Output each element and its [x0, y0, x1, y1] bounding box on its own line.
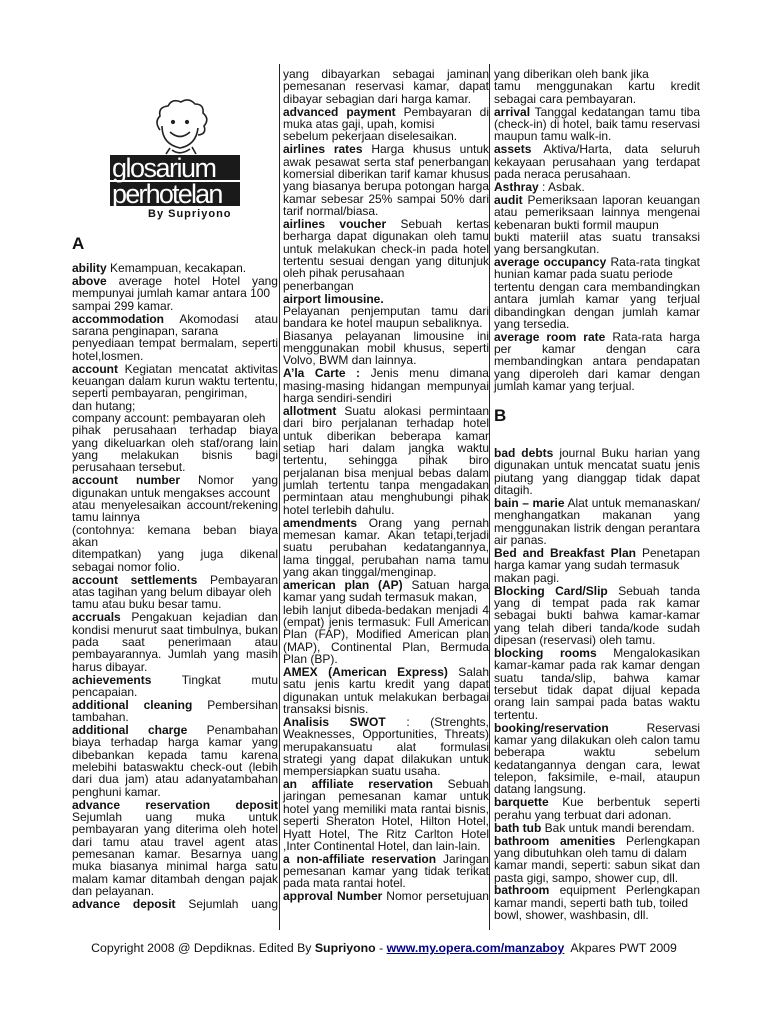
entry-definition: : Asbak.	[542, 179, 585, 194]
entry-first-line-group	[72, 474, 278, 499]
footer-separator: -	[375, 941, 387, 955]
glossary-entry	[283, 293, 489, 367]
entry-first-line-group	[283, 68, 489, 105]
entry-term: assets	[494, 142, 532, 157]
entry-first-line-group	[72, 674, 278, 699]
entry-term: bain – marie	[494, 496, 565, 511]
entry-definition: Rata-rata harga per kamar dengan cara membandingkan antara pendapatan yang diperoleh dari kamar dengan jumlah kamar yang terjual.	[494, 329, 700, 394]
entry-definition: penerbangan	[283, 278, 354, 293]
entry-term: average occupancy	[494, 255, 607, 270]
glossary-entry	[494, 181, 700, 193]
glossary-entry	[494, 256, 700, 330]
footer-link[interactable]: www.my.opera.com/manzaboy	[386, 941, 565, 955]
entry-term: above	[72, 273, 107, 288]
entry-definition: Pengakuan kejadian dan kondisi menurut saat timbulnya, bukan pada saat penerimaan atau pembayarannya. Jumlah yang masih harus dibayar.	[72, 610, 278, 674]
entry-term: airlines rates	[283, 142, 363, 157]
entry-first-line-group	[494, 181, 700, 193]
entry-term: a non-affiliate reservation	[283, 851, 437, 866]
glossary-entry	[283, 405, 489, 516]
entry-definition: Pembersihan tambahan.	[72, 697, 278, 725]
entry-term: arrival	[494, 104, 531, 119]
entry-first-line-group	[283, 405, 489, 516]
entry-term: accruals	[72, 610, 121, 625]
glossary-entry	[283, 853, 489, 890]
glossary-entry	[72, 699, 278, 724]
glossary-entry	[283, 218, 489, 292]
entry-definition: bukti materiil atas suatu transaksi yang bersangkutan.	[494, 229, 700, 257]
entry-definition: Kemampuan, kecakapan.	[110, 261, 247, 275]
entry-definition: sampai 299 kamar.	[72, 298, 174, 313]
entry-definition: average hotel Hotel yang mempunyai jumlah kamar antara 100	[72, 273, 278, 301]
entry-first-line-group	[283, 579, 489, 604]
entry-definition-line	[494, 909, 700, 921]
entry-term: bath tub	[494, 820, 542, 835]
entry-first-line-group	[72, 611, 278, 673]
entry-definition: Pemeriksaan laporan keuangan atau pemeriksaan lainnya mengenai kebenaran bukti formil maupun	[494, 192, 700, 232]
entry-definition: tertentu dengan cara membandingkan antara jumlah kamar yang terjual dibandingkan dengan jumlah kamar yang tersedia.	[494, 279, 700, 331]
glossary-entry	[494, 106, 700, 143]
entry-term: bathroom	[494, 883, 550, 898]
glossary-entry	[72, 474, 278, 573]
entry-definition: Salah satu jenis kartu kredit yang dapat digunakan untuk melakukan berbagai transaksi bisnis.	[283, 664, 489, 716]
glosarium-logo	[108, 92, 248, 220]
entry-definition: Akomodasi atau sarana penginapan, sarana	[72, 311, 278, 338]
glossary-entry	[494, 722, 700, 796]
entry-first-line-group	[283, 853, 489, 890]
entry-first-line-group	[494, 796, 700, 821]
glossary-entry	[283, 367, 489, 404]
section-heading-a: A	[72, 234, 85, 253]
column-1	[72, 262, 278, 911]
entry-definition: : (Strenghts, Weaknesses, Opportunities, Threats) merupakansuatu alat formulasi strategi yang dapat dilakukan untuk mempersiapkan suatu usaha.	[283, 714, 489, 779]
entry-first-line-group	[494, 106, 700, 143]
entry-definition: Biasanya pelayanan limousine ini menggunakan mobil khusus, seperti Volvo, BWM dan lainnya.	[283, 328, 489, 368]
glossary-entry	[72, 611, 278, 673]
glossary-entry	[283, 666, 489, 715]
entry-definition-line	[72, 300, 278, 312]
entry-definition-line	[494, 80, 700, 105]
entry-definition-line	[72, 524, 278, 549]
entry-definition-line	[494, 281, 700, 330]
entry-definition: Sebuah kertas berharga dapat digunakan oleh tamu untuk melakukan check-in pada hotel tertentu sesuai dengan yang ditunjuk oleh pihak perusahaan	[283, 216, 490, 281]
glossary-entry	[494, 497, 700, 546]
entry-term: additional cleaning	[72, 697, 193, 712]
entry-definition: Rata-rata tingkat hunian kamar pada suatu periode	[494, 255, 700, 282]
entry-definition: Suatu alokasi permintaan dari biro perjalanan terhadap hotel untuk diberikan beberapa kamar setiap hari dalam jangka waktu tertentu, sehingga pihak biro perjalanan bisa menjual bebas dalam jumlah tertentu tanpa mengadakan permintaan atau menghubungi pihak hotel terlebih dahulu.	[283, 403, 489, 517]
entry-definition: tamu atau buku besar tamu.	[72, 597, 222, 612]
entry-first-line-group	[72, 363, 278, 400]
entry-definition: pihak perusahaan terhadap biaya yang dikeluarkan oleh staf/orang lain yang melakukan bisnis bagi perusahaan tersebut.	[72, 423, 278, 475]
glossary-entry	[283, 716, 489, 778]
glossary-entry	[283, 579, 489, 665]
entry-first-line-group	[72, 574, 278, 599]
entry-first-line-group	[72, 724, 278, 798]
entry-definition-line	[72, 337, 278, 362]
entry-definition: Kegiatan mencatat aktivitas keuangan dalam kurun waktu tertentu, seperti pembayaran, pengiriman,	[72, 361, 278, 401]
glossary-entry	[72, 313, 278, 362]
entry-first-line-group	[494, 722, 700, 796]
entry-term: Bed and Breakfast Plan	[494, 546, 636, 561]
entry-term: AMEX (American Express)	[283, 664, 448, 679]
entry-first-line-group	[494, 497, 700, 546]
entry-first-line-group	[283, 778, 489, 852]
entry-first-line-group	[283, 106, 489, 131]
entry-definition: Pelayanan penjemputan tamu dari bandara ke hotel maupun sebaliknya.	[283, 303, 489, 331]
footer-suffix: Akpares PWT 2009	[564, 941, 677, 955]
entry-term: Asthray	[494, 179, 539, 194]
entry-term: achievements	[72, 672, 152, 687]
glossary-entry-continuation	[283, 68, 489, 105]
entry-term: Analisis SWOT	[283, 714, 386, 729]
glossary-entry	[494, 447, 700, 496]
glossary-entry	[72, 674, 278, 699]
entry-first-line-group	[494, 256, 700, 281]
entry-term: airlines voucher	[283, 216, 387, 231]
entry-term: amendments	[283, 515, 358, 530]
entry-first-line-group	[72, 898, 278, 910]
entry-term: allotment	[283, 403, 337, 418]
glossary-entry	[72, 262, 278, 274]
entry-first-line-group	[283, 143, 489, 217]
glossary-entry	[283, 778, 489, 852]
entry-definition: kamar mandi, seperti: sabun sikat dan pasta gigi, sampo, shower cup, dll.	[494, 858, 700, 885]
entry-first-line-group	[283, 367, 489, 404]
entry-definition-line	[72, 598, 278, 610]
entry-definition: bowl, shower, washbasin, dll.	[494, 908, 649, 923]
entry-first-line-group	[283, 517, 489, 579]
entry-term: account number	[72, 473, 180, 488]
entry-definition: Sebuah tanda yang di tempat pada rak kamar sebagai bukti bahwa kamar-kamar yang telah diberi tanda/kode sudah dipesan (reservasi) oleh tamu.	[494, 583, 700, 648]
entry-term: Blocking Card/Slip	[494, 583, 608, 598]
glossary-entry	[72, 898, 278, 910]
entry-first-line-group	[494, 331, 700, 393]
entry-definition: Nomor persetujuan	[386, 889, 489, 904]
entry-definition-line	[283, 604, 489, 666]
entry-definition: Penambahan biaya terhadap harga kamar yang dibebankan kepada tamu karena melebihi bataswaktu check-out (lebih dari dua jam) atau adanyatambahan penghuni kamar.	[72, 723, 278, 799]
footer-copyright: Copyright 2008 @ Depdiknas. Edited By	[91, 941, 315, 955]
entry-first-line-group	[283, 890, 489, 902]
logo-line1: glosarium	[112, 153, 216, 183]
glossary-entry	[494, 143, 700, 180]
glossary-entry	[494, 585, 700, 647]
column-divider	[279, 64, 280, 930]
entry-definition-line	[72, 424, 278, 473]
entry-definition: dan hutang;	[72, 398, 136, 413]
glossary-entry	[494, 547, 700, 584]
entry-definition: company account: pembayaran oleh	[72, 410, 266, 425]
glossary-entry	[283, 890, 489, 902]
footer	[0, 941, 768, 955]
glossary-entry	[494, 835, 700, 884]
entry-first-line-group	[72, 275, 278, 300]
entry-first-line-group	[494, 835, 700, 860]
entry-definition: yang dibayarkan sebagai jaminan pemesanan reservasi kamar, dapat dibayar sebagian dari harga kamar.	[283, 67, 489, 106]
entry-definition: ditempatkan) yang juga dikenal sebagai nomor folio.	[72, 547, 278, 574]
entry-definition: Orang yang pernah memesan kamar. Akan tetapi,terjadi suatu perubahan kedatangannya, lama tinggal, perubahan nama tamu yang akan tinggal/menginap.	[283, 515, 489, 579]
column-2	[283, 68, 489, 903]
entry-definition-line	[283, 130, 489, 142]
entry-term: approval Number	[283, 889, 383, 904]
entry-definition: Tanggal kedatangan tamu tiba (check-in) di hotel, baik tamu reservasi maupun tamu walk-in.	[494, 104, 700, 144]
entry-definition-line	[283, 330, 489, 367]
glossary-entry	[494, 884, 700, 921]
entry-definition: Jenis menu dimana masing-masing hidangan mempunyai harga sendiri-sendiri	[283, 366, 489, 405]
entry-definition: Tingkat mutu pencapaian.	[72, 672, 278, 699]
entry-definition: atau menyelesaikan account/rekening tamu lainnya	[72, 497, 278, 525]
entry-definition: Aktiva/Harta, data seluruh kekayaan perusahaan yang terdapat pada neraca perusahaan.	[494, 142, 700, 181]
glossary-entry	[283, 143, 489, 217]
entry-term: account settlements	[72, 572, 198, 587]
entry-definition: Perlengkapan yang dibutuhkan oleh tamu di dalam	[494, 833, 700, 860]
glossary-entry	[72, 275, 278, 312]
entry-definition-line	[283, 305, 489, 330]
glossary-entry	[72, 363, 278, 474]
entry-first-line-group	[494, 447, 700, 496]
entry-first-line-group	[494, 822, 700, 834]
entry-definition: (contohnya: kemana beban biaya akan	[72, 522, 278, 549]
entry-term: advance deposit	[72, 897, 176, 912]
entry-definition: Harga khusus untuk awak pesawat serta staf penerbangan komersial diberikan tarif kamar khusus yang biasanya berupa potongan harga kamar sebesar 25% sampai 50% dari tarif normal/biasa.	[283, 142, 489, 218]
glossary-entry	[494, 796, 700, 821]
entry-definition-line	[283, 280, 489, 292]
entry-definition: Satuan harga kamar yang sudah termasuk makan,	[283, 577, 489, 605]
entry-first-line-group	[494, 547, 700, 572]
entry-definition-line	[72, 548, 278, 573]
entry-definition: Reservasi kamar yang dilakukan oleh calon tamu beberapa waktu sebelum kedatangannya dengan cara, lewat telepon, faksimile, e-mail, ataupun datang langsung.	[494, 720, 700, 797]
entry-definition: Sejumlah uang	[188, 897, 278, 912]
entry-first-line-group	[494, 884, 700, 909]
glossary-entry	[283, 106, 489, 143]
entry-definition: tamu menggunakan kartu kredit sebagai cara pembayaran.	[494, 79, 700, 106]
logo-line2: perhotelan	[112, 179, 222, 209]
entry-term: bad debts	[494, 446, 554, 461]
entry-definition: lebih lanjut dibeda-bedakan menjadi 4 (empat) jenis termasuk: Full American Plan (FAP), Modified American plan (MAP), Continental Plan, Bermuda Plan (BP).	[283, 602, 489, 666]
entry-first-line-group	[494, 585, 700, 647]
entry-first-line-group	[494, 194, 700, 231]
glossary-entry	[494, 822, 700, 834]
glossary-entry	[494, 194, 700, 256]
entry-definition: Mengalokasikan kamar-kamar pada rak kamar dengan suatu tanda/slip, bahwa kamar tersebut tidak dapat dijual kepada orang lain sampai pada batas waktu tertentu.	[494, 645, 700, 722]
entry-definition: Kue berbentuk seperti perahu yang terbuat dari adonan.	[494, 795, 700, 822]
entry-term: blocking rooms	[494, 645, 597, 660]
entry-term: booking/reservation	[494, 720, 609, 735]
column-3	[494, 68, 700, 922]
entry-first-line-group	[283, 716, 489, 778]
entry-definition: equipment Perlengkapan kamar mandi, seperti bath tub, toiled	[494, 883, 700, 910]
entry-term: audit	[494, 192, 523, 207]
entry-first-line-group	[72, 262, 278, 274]
column-divider	[489, 64, 490, 930]
entry-definition: yang diberikan oleh bank jika	[494, 67, 649, 81]
entry-definition: makan pagi.	[494, 570, 560, 585]
entry-term: advanced payment	[283, 104, 396, 119]
entry-first-line-group	[72, 313, 278, 338]
entry-first-line-group	[494, 143, 700, 180]
logo-byline: By Supriyono	[148, 208, 232, 220]
entry-definition: sebelum pekerjaan diselesaikan.	[283, 129, 458, 144]
glossary-entry-continuation	[494, 68, 700, 105]
entry-definition: Penetapan harga kamar yang sudah termasuk	[494, 546, 701, 573]
entry-definition: Jaringan pemesanan kamar yang tidak terikat pada mata rantai hotel.	[283, 851, 489, 891]
entry-definition: Sebuah jaringan pemesanan kamar untuk hotel yang memiliki mata rantai bisnis, seperti Sheraton Hotel, Hilton Hotel, Hyatt Hotel, The Ritz Carlton Hotel ,Inter Continental Hotel, dan lain-lain.	[283, 777, 489, 853]
entry-term: airport limousine.	[283, 291, 384, 306]
entry-first-line-group	[72, 799, 278, 898]
entry-term: bathroom amenities	[494, 833, 616, 848]
entry-definition-line	[494, 859, 700, 884]
entry-term: average room rate	[494, 329, 606, 344]
entry-term: accommodation	[72, 311, 165, 326]
glossary-entry	[494, 331, 700, 393]
entry-first-line-group	[494, 647, 700, 721]
entry-definition-line	[494, 231, 700, 256]
entry-definition: penyediaan tempat bermalam, seperti hotel,losmen.	[72, 336, 278, 363]
entry-definition: Sejumlah uang muka untuk pembayaran yang diterima oleh hotel dari tamu atau travel agent atas pemesanan kamar. Besarnya uang muka biasanya minimal harga satu malam kamar ditambah dengan pajak dan pelayanan.	[72, 810, 278, 899]
entry-term: additional charge	[72, 723, 188, 738]
section-heading-b: B	[494, 406, 507, 425]
entry-first-line-group	[283, 218, 489, 280]
entry-term: an affiliate reservation	[283, 777, 433, 792]
entry-term: advance reservation deposit	[72, 797, 278, 812]
entry-definition: Bak untuk mandi berendam.	[544, 820, 695, 835]
glossary-entry	[494, 647, 700, 721]
entry-first-line-group	[72, 699, 278, 724]
entry-definition: Alat untuk memanaskan/ menghangatkan makanan yang menggunakan listrik dengan perantara air panas.	[494, 496, 701, 548]
footer-author: Supriyono	[314, 941, 376, 955]
entry-definition: Pembayaran di muka atas gaji, upah, komisi	[283, 104, 489, 131]
entry-term: account	[72, 361, 119, 376]
cartoon-face-icon	[157, 100, 207, 154]
glossary-entry	[283, 517, 489, 579]
entry-definition-line	[494, 572, 700, 584]
entry-term: ability	[72, 261, 107, 275]
entry-definition: Pembayaran atas tagihan yang belum dibayar oleh	[72, 572, 278, 599]
entry-first-line-group	[283, 666, 489, 715]
entry-definition: journal Buku harian yang digunakan untuk mencatat suatu jenis piutang yang dianggap tidak dapat ditagih.	[494, 446, 700, 498]
glossary-entry	[72, 724, 278, 798]
entry-definition: Nomor yang digunakan untuk mengakses account	[72, 473, 278, 500]
entry-term: barquette	[494, 795, 549, 810]
glossary-entry	[72, 799, 278, 898]
glossary-entry	[72, 574, 278, 611]
entry-term: A’la Carte :	[283, 366, 361, 381]
entry-term: american plan (AP)	[283, 577, 403, 592]
entry-definition-line	[72, 499, 278, 524]
